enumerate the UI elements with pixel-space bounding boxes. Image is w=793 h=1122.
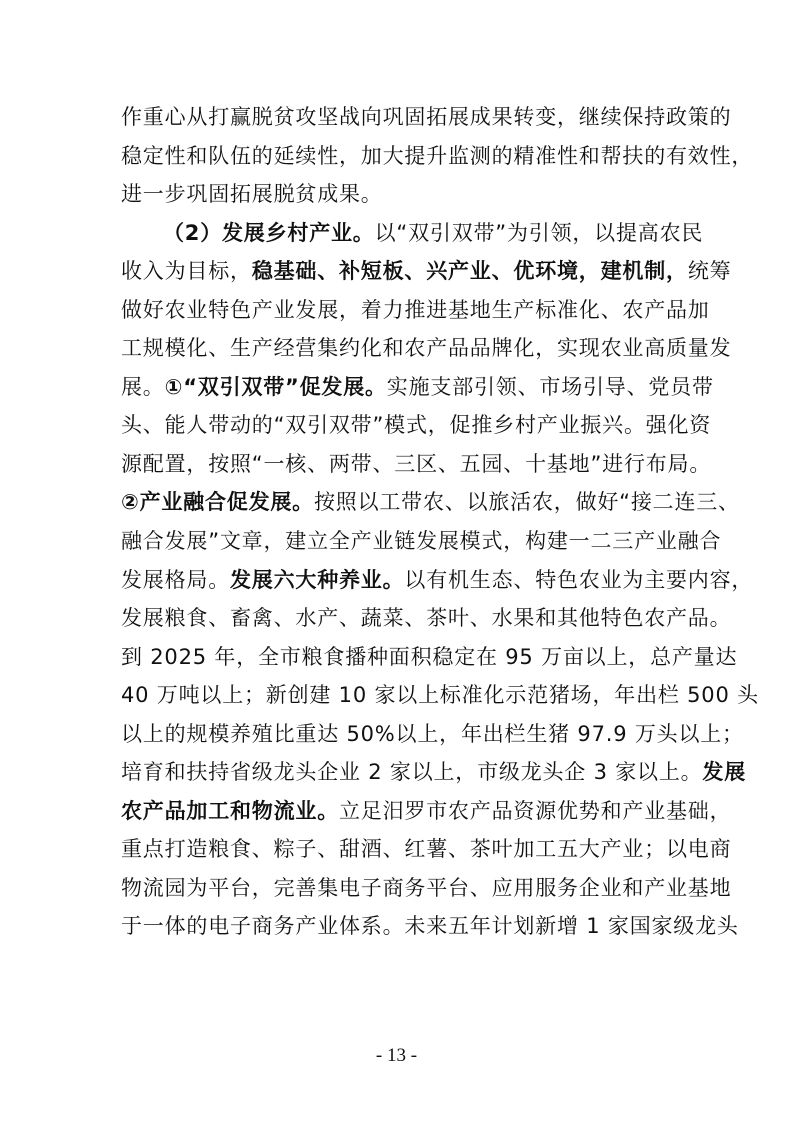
text-segment: 实施支部引领、市场引导、党员带 (386, 374, 714, 399)
body-text (121, 98, 759, 946)
text-segment: 做好农业特色产业发展，着力推进基地生产标准化、农产品加 (121, 297, 710, 322)
bold-text-segment: ②产业融合促发展。 (121, 490, 314, 515)
bold-text-segment: 发展 (702, 760, 747, 785)
text-line (121, 445, 712, 484)
text-line (121, 329, 732, 368)
bold-text-segment: 稳基础、补短板、兴产业、优环境，建机制， (251, 259, 688, 284)
text-line (121, 676, 759, 715)
text-segment: 源配置，按照“一核、两带、三区、五园、十基地”进行布局。 (121, 451, 712, 476)
text-segment: 统筹 (687, 259, 732, 284)
text-line (121, 483, 740, 522)
text-segment: 工规模化、生产经营集约化和农产品品牌化，实现农业高质量发 (121, 336, 732, 361)
text-line (121, 792, 732, 831)
text-segment: 于一体的电子商务产业体系。未来五年计划新增 1 家国家级龙头 (121, 914, 739, 939)
text-line (121, 638, 738, 677)
page-number: - 13 - (375, 1045, 418, 1066)
text-segment: 培育和扶持省级龙头企业 2 家以上，市级龙头企 3 家以上。 (121, 760, 703, 785)
bold-text-segment: （2）发展乡村产业。 (163, 220, 375, 245)
text-segment: 稳定性和队伍的延续性，加大提升监测的精准性和帮扶的有效性， (121, 143, 754, 168)
text-segment: 到 2025 年，全市粮食播种面积稳定在 95 万亩以上，总产量达 (121, 644, 738, 669)
bold-text-segment: ①“双引双带”促发展。 (164, 374, 387, 399)
text-line (121, 406, 712, 445)
text-line (121, 214, 704, 253)
bold-text-segment: 发展六大种养业。 (230, 567, 405, 592)
text-segment: 物流园为平台，完善集电子商务平台、应用服务企业和产业基地 (121, 875, 732, 900)
text-segment: 重点打造粮食、粽子、甜酒、红薯、茶叶加工五大产业；以电商 (121, 837, 732, 862)
text-segment: 以“双引双带”为引领，以提高农民 (374, 220, 704, 245)
text-line (121, 907, 739, 946)
text-segment: 以有机生态、特色农业为主要内容， (404, 567, 754, 592)
text-segment: 融合发展”文章，建立全产业链发展模式，构建一二三产业融合 (121, 529, 722, 554)
text-segment: 收入为目标， (121, 259, 252, 284)
text-segment: 按照以工带农、以旅活农，做好“接二连三、 (313, 490, 740, 515)
text-segment: 展。 (121, 374, 165, 399)
text-line (121, 599, 732, 638)
text-line (121, 175, 681, 214)
text-line (121, 98, 732, 137)
bold-text-segment: 农产品加工和物流业。 (121, 798, 339, 823)
text-segment: 立足汨罗市农产品资源优势和产业基础， (339, 798, 732, 823)
text-line (121, 715, 744, 754)
text-segment: 以上的规模养殖比重达 50%以上，年出栏生猪 97.9 万头以上； (121, 721, 744, 746)
text-line (121, 291, 710, 330)
text-line (121, 368, 714, 407)
text-segment: 发展粮食、畜禽、水产、蔬菜、茶叶、水果和其他特色农产品。 (121, 606, 732, 631)
text-line (121, 869, 732, 908)
text-line (121, 522, 722, 561)
text-segment: 进一步巩固拓展脱贫成果。 (121, 182, 383, 207)
text-line (121, 753, 747, 792)
text-segment: 发展格局。 (121, 567, 230, 592)
text-line (121, 252, 732, 291)
text-line (121, 830, 732, 869)
text-segment: 头、能人带动的“双引双带”模式，促推乡村产业振兴。强化资 (121, 413, 712, 438)
text-segment: 40 万吨以上；新创建 10 家以上标准化示范猪场，年出栏 500 头 (121, 683, 759, 708)
text-line (121, 137, 754, 176)
text-segment: 作重心从打赢脱贫攻坚战向巩固拓展成果转变，继续保持政策的 (121, 105, 732, 129)
text-line (121, 561, 754, 600)
